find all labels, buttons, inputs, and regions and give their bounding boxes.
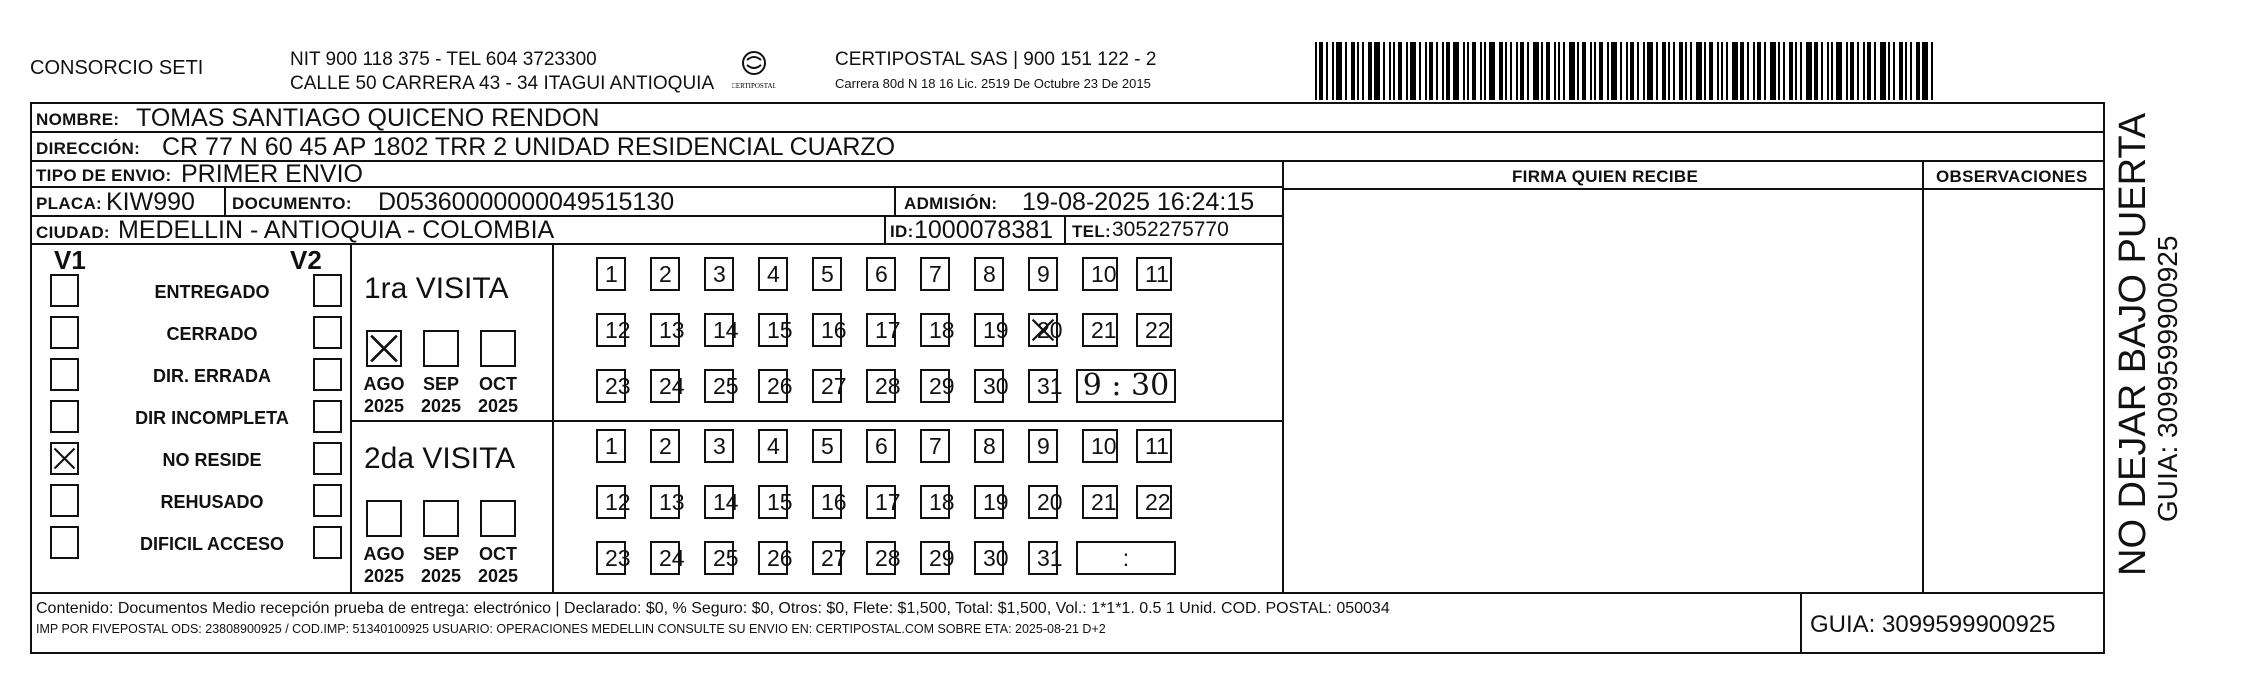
barcode-bar xyxy=(1770,42,1776,100)
direccion-value: CR 77 N 60 45 AP 1802 TRR 2 UNIDAD RESIDENCIAL CUARZO xyxy=(162,133,896,161)
footer-line2: IMP POR FIVEPOSTAL ODS: 23808900925 / COD.IMP: 51340100925 USUARIO: OPERACIONES MEDELLIN CONSULTE SU ENVIO EN: CERTIPOSTAL.COM SOBRE ETA: 2025-08-21 D+2 xyxy=(36,622,1106,636)
visit1-day-box[interactable]: 31 xyxy=(1028,369,1058,403)
barcode-bar xyxy=(1527,42,1529,100)
visit1-day-box[interactable]: 22 xyxy=(1136,313,1172,347)
month-name: SEP xyxy=(422,374,460,394)
visit2-day-box[interactable]: 11 xyxy=(1136,429,1172,463)
visit1-day-box[interactable]: 27 xyxy=(812,369,842,403)
certipostal-license: Carrera 80d N 18 16 Lic. 2519 De Octubre 23 De 2015 xyxy=(835,76,1151,91)
row-ciudad xyxy=(32,217,1282,245)
v2-label: V2 xyxy=(290,245,322,275)
visit2-day-box[interactable]: 26 xyxy=(758,541,788,575)
visit2-day-box[interactable]: 21 xyxy=(1082,485,1118,519)
certipostal-logo-icon xyxy=(732,48,776,94)
visit2-day-box[interactable]: 8 xyxy=(974,429,1004,463)
barcode-bar xyxy=(1582,42,1586,100)
visit2-month-checkbox[interactable] xyxy=(480,500,516,537)
barcode-bar xyxy=(1345,42,1347,100)
barcode-bar xyxy=(1637,42,1639,100)
visit2-day-box[interactable]: 14 xyxy=(704,485,734,519)
status-label: ENTREGADO xyxy=(154,282,270,302)
barcode-bar xyxy=(1442,42,1444,100)
barcode-bar xyxy=(1326,42,1328,100)
barcode-bar xyxy=(1489,42,1495,100)
footer-guia: GUIA: 3099599900925 xyxy=(1810,611,2056,638)
barcode-bar xyxy=(1922,42,1928,100)
barcode-bar xyxy=(1554,42,1556,100)
barcode-bar xyxy=(1753,42,1755,100)
barcode-bar xyxy=(1880,42,1886,100)
barcode-bar xyxy=(1620,42,1622,100)
visit1-day-box[interactable]: 4 xyxy=(758,257,788,291)
observations-area[interactable] xyxy=(1924,190,2102,590)
barcode-bar xyxy=(1406,42,1408,100)
visit2-day-box[interactable]: 25 xyxy=(704,541,734,575)
visit2-day-box[interactable]: 2 xyxy=(650,429,680,463)
delivery-form xyxy=(30,102,2105,654)
barcode-bar xyxy=(1389,42,1391,100)
visit1-day-box[interactable]: 25 xyxy=(704,369,734,403)
barcode-bar xyxy=(1656,42,1658,100)
visit2-day-box[interactable]: 10 xyxy=(1082,429,1118,463)
barcode-bar xyxy=(1410,42,1416,100)
v1-checkbox[interactable] xyxy=(50,316,79,349)
barcode-bar xyxy=(1795,42,1797,100)
barcode-bar xyxy=(1747,42,1749,100)
tipo-value: PRIMER ENVIO xyxy=(181,162,363,188)
visit2-day-box[interactable]: 6 xyxy=(866,429,896,463)
visit2-title: 2da VISITA xyxy=(364,442,516,475)
placa-value: KIW990 xyxy=(106,188,195,216)
status-label: DIFICIL ACCESO xyxy=(139,534,284,554)
barcode-bar xyxy=(1846,42,1848,100)
id-label: ID: xyxy=(890,222,914,241)
visit2-day-box[interactable]: 15 xyxy=(758,485,788,519)
visit2-day-box[interactable]: 9 xyxy=(1028,429,1058,463)
v1-checkbox[interactable] xyxy=(50,274,79,307)
visit2-day-box[interactable]: 19 xyxy=(974,485,1004,519)
barcode-bar xyxy=(1398,42,1402,100)
status-label: DIR. ERRADA xyxy=(152,366,271,386)
barcode-bar xyxy=(1520,42,1524,100)
visit2-day-box[interactable]: 30 xyxy=(974,541,1004,575)
v1-label: V1 xyxy=(54,245,86,275)
visit2-day-box[interactable]: 12 xyxy=(596,485,626,519)
visit1-month-checkbox[interactable] xyxy=(423,330,459,367)
barcode-bar xyxy=(1757,42,1761,100)
barcode-bar xyxy=(1905,42,1907,100)
barcode-bar xyxy=(1362,42,1364,100)
month-name: AGO xyxy=(363,374,405,394)
visit1-day-box[interactable]: 18 xyxy=(920,313,950,347)
visit1-day-box[interactable]: 16 xyxy=(812,313,842,347)
visit2-day-box[interactable]: 16 xyxy=(812,485,842,519)
direccion-label: DIRECCIÓN: xyxy=(36,139,141,158)
barcode-bar xyxy=(1783,42,1785,100)
barcode-bar xyxy=(1563,42,1565,100)
barcode-bar xyxy=(1685,42,1687,100)
check-x-icon xyxy=(52,444,77,473)
visit1-month-label xyxy=(414,373,468,417)
nit-line: NIT 900 118 375 - TEL 604 3723300 xyxy=(290,49,597,70)
barcode-bar xyxy=(1673,42,1675,100)
visit1-month-checkbox[interactable] xyxy=(480,330,516,367)
barcode-bar xyxy=(1484,42,1486,100)
v2-checkbox[interactable] xyxy=(313,442,342,475)
barcode-bar xyxy=(1836,42,1842,100)
visit2-day-box[interactable]: 18 xyxy=(920,485,950,519)
visit2-day-box[interactable]: 27 xyxy=(812,541,842,575)
barcode-bar xyxy=(1696,42,1702,100)
barcode-bar xyxy=(1931,42,1933,100)
visit2-month-label xyxy=(414,543,468,587)
barcode-bar xyxy=(1393,42,1395,100)
barcode-bar xyxy=(1726,42,1728,100)
barcode-bar xyxy=(1599,42,1603,100)
visit1-day-box[interactable]: 7 xyxy=(920,257,950,291)
documento-value: D05360000000049515130 xyxy=(378,188,675,216)
visit1-month-checkbox[interactable] xyxy=(366,330,402,367)
barcode-bar xyxy=(1453,42,1459,100)
barcode-bar xyxy=(1594,42,1596,100)
visit2-day-box[interactable]: 22 xyxy=(1136,485,1172,519)
barcode-bar xyxy=(1332,42,1334,100)
visit1-day-box[interactable]: 10 xyxy=(1082,257,1118,291)
barcode-bar xyxy=(1893,42,1895,100)
visit1-day-box[interactable]: 19 xyxy=(974,313,1004,347)
tel-value: 3052275770 xyxy=(1112,218,1229,241)
logo-text: CERTIPOSTAL xyxy=(732,82,776,90)
ciudad-label: CIUDAD: xyxy=(36,223,110,242)
visit1-day-box[interactable]: 30 xyxy=(974,369,1004,403)
barcode-bar xyxy=(1505,42,1507,100)
barcode-bar xyxy=(1821,42,1823,100)
month-name: OCT xyxy=(479,544,517,564)
visit1-day-box[interactable]: 20 xyxy=(1028,313,1058,347)
visit1-day-box[interactable]: 6 xyxy=(866,257,896,291)
certipostal-line: CERTIPOSTAL SAS | 900 151 122 - 2 xyxy=(835,49,1157,70)
month-year: 2025 xyxy=(363,396,405,416)
visit2-day-box[interactable]: 31 xyxy=(1028,541,1058,575)
v1-checkbox[interactable] xyxy=(50,526,79,559)
barcode-bar xyxy=(1315,42,1317,100)
barcode-bar xyxy=(1357,42,1359,100)
v2-checkbox[interactable] xyxy=(313,316,342,349)
visit2-day-box[interactable]: 24 xyxy=(650,541,680,575)
visit2-day-box[interactable]: 5 xyxy=(812,429,842,463)
visit1-day-box[interactable]: 2 xyxy=(650,257,680,291)
barcode-bar xyxy=(1590,42,1592,100)
barcode-bar xyxy=(1679,42,1683,100)
barcode-bar xyxy=(1374,42,1380,100)
visit2-month-label xyxy=(471,543,525,587)
ciudad-value: MEDELLIN - ANTIOQUIA - COLOMBIA xyxy=(118,217,555,244)
visit2-month-checkbox[interactable] xyxy=(423,500,459,537)
visit1-day-box[interactable]: 14 xyxy=(704,313,734,347)
barcode-bar xyxy=(1541,42,1543,100)
company-name: CONSORCIO SETI xyxy=(30,57,204,79)
barcode-bar xyxy=(1319,42,1323,100)
barcode-bar xyxy=(1888,42,1890,100)
barcode-bar xyxy=(1690,42,1692,100)
nombre-value: TOMAS SANTIAGO QUICENO RENDON xyxy=(136,104,600,132)
month-year: 2025 xyxy=(363,566,405,586)
tipo-label: TIPO DE ENVIO: xyxy=(36,166,172,185)
status-label: CERRADO xyxy=(166,324,258,344)
visit1-day-box[interactable]: 24 xyxy=(650,369,680,403)
month-year: 2025 xyxy=(420,566,462,586)
row-placa xyxy=(32,188,1282,217)
visit2-day-box[interactable]: 4 xyxy=(758,429,788,463)
barcode-bar xyxy=(1814,42,1818,100)
visit1-day-box[interactable]: 5 xyxy=(812,257,842,291)
barcode-bar xyxy=(1874,42,1876,100)
barcode-bar xyxy=(1611,42,1617,100)
status-label: DIR INCOMPLETA xyxy=(135,408,289,428)
status-label: NO RESIDE xyxy=(162,450,262,470)
visit1-month-label xyxy=(357,373,411,417)
visit1-day-box[interactable]: 21 xyxy=(1082,313,1118,347)
barcode-bar xyxy=(1368,42,1372,100)
visit1-day-box[interactable]: 3 xyxy=(704,257,734,291)
barcode xyxy=(1315,42,1955,100)
status-label: REHUSADO xyxy=(160,492,264,512)
v2-checkbox[interactable] xyxy=(313,526,342,559)
barcode-bar xyxy=(1607,42,1609,100)
visit1-day-box[interactable]: 12 xyxy=(596,313,626,347)
barcode-bar xyxy=(1499,42,1503,100)
barcode-bar xyxy=(1569,42,1575,100)
barcode-bar xyxy=(1425,42,1427,100)
v1-checkbox[interactable] xyxy=(50,442,79,475)
barcode-bar xyxy=(1789,42,1793,100)
documento-label: DOCUMENTO: xyxy=(232,194,352,213)
visit1-day-box[interactable]: 11 xyxy=(1136,257,1172,291)
barcode-bar xyxy=(1916,42,1920,100)
side-guia: GUIA: 3099599900925 xyxy=(2152,235,2183,522)
footer-line1: Contenido: Documentos Medio recepción prueba de entrega: electrónico | Declarado: $0, % Seguro: $0, Otros: $0, Flete: $1,500, Total: $1,500, Vol.: 1*1*1. 0.5 1 Unid. COD. POSTAL: 050034 xyxy=(36,600,1390,617)
barcode-bar xyxy=(1630,42,1634,100)
visit1-day-box[interactable]: 29 xyxy=(920,369,950,403)
barcode-bar xyxy=(1336,42,1342,100)
check-x-icon xyxy=(368,332,400,365)
visit1-day-box[interactable]: 8 xyxy=(974,257,1004,291)
v1-checkbox[interactable] xyxy=(50,358,79,391)
visit2-day-box[interactable]: 28 xyxy=(866,541,896,575)
visit2-day-box[interactable]: 29 xyxy=(920,541,950,575)
barcode-bar xyxy=(1899,42,1903,100)
barcode-bar xyxy=(1643,42,1645,100)
barcode-bar xyxy=(1732,42,1738,100)
barcode-bar xyxy=(1831,42,1833,100)
barcode-bar xyxy=(1778,42,1780,100)
barcode-bar xyxy=(1668,42,1670,100)
visit1-day-box[interactable]: 15 xyxy=(758,313,788,347)
month-year: 2025 xyxy=(420,396,462,416)
observaciones-label: OBSERVACIONES xyxy=(1936,167,2088,186)
admision-label: ADMISIÓN: xyxy=(904,194,998,213)
barcode-bar xyxy=(1383,42,1385,100)
no-dejar-bajo-puerta: NO DEJAR BAJO PUERTA xyxy=(2112,112,2154,576)
barcode-bar xyxy=(1429,42,1433,100)
month-name: SEP xyxy=(422,544,460,564)
v1-checkbox[interactable] xyxy=(50,400,79,433)
visit2-day-box[interactable]: 1 xyxy=(596,429,626,463)
visit2-month-label xyxy=(357,543,411,587)
visit1-time-box[interactable]: 9 : 30 xyxy=(1076,369,1176,403)
barcode-bar xyxy=(1806,42,1812,100)
visit2-day-box[interactable]: 7 xyxy=(920,429,950,463)
v2-checkbox[interactable] xyxy=(313,484,342,517)
visit1-day-box[interactable]: 9 xyxy=(1028,257,1058,291)
tel-label: TEL: xyxy=(1072,222,1111,241)
visit1-day-box[interactable]: 13 xyxy=(650,313,680,347)
visit2-day-box[interactable]: 23 xyxy=(596,541,626,575)
visit1-day-box[interactable]: 23 xyxy=(596,369,626,403)
barcode-bar xyxy=(1446,42,1450,100)
nombre-label: NOMBRE: xyxy=(36,110,120,129)
barcode-bar xyxy=(1467,42,1469,100)
barcode-bar xyxy=(1850,42,1854,100)
barcode-bar xyxy=(1647,42,1653,100)
v2-checkbox[interactable] xyxy=(313,358,342,391)
barcode-bar xyxy=(1546,42,1550,100)
month-name: AGO xyxy=(363,544,405,564)
barcode-bar xyxy=(1626,42,1628,100)
signature-area[interactable] xyxy=(1284,190,1920,590)
barcode-bar xyxy=(1910,42,1912,100)
visit1-day-box[interactable]: 17 xyxy=(866,313,896,347)
barcode-bar xyxy=(1709,42,1713,100)
visit2-day-box[interactable]: 3 xyxy=(704,429,734,463)
admision-value: 19-08-2025 16:24:15 xyxy=(1022,188,1255,216)
barcode-bar xyxy=(1800,42,1802,100)
placa-label: PLACA: xyxy=(36,194,103,213)
id-value: 1000078381 xyxy=(914,217,1054,244)
barcode-bar xyxy=(1662,42,1666,100)
firma-label: FIRMA QUIEN RECIBE xyxy=(1512,167,1699,186)
barcode-bar xyxy=(1436,42,1438,100)
visit2-time-box[interactable]: : xyxy=(1076,541,1176,575)
barcode-bar xyxy=(1577,42,1579,100)
barcode-bar xyxy=(1351,42,1355,100)
barcode-bar xyxy=(1480,42,1482,100)
visit2-day-box[interactable]: 20 xyxy=(1028,485,1058,519)
row-direccion xyxy=(32,133,2103,162)
month-year: 2025 xyxy=(477,396,519,416)
barcode-bar xyxy=(1857,42,1859,100)
row-nombre xyxy=(32,104,2103,133)
visit1-month-label xyxy=(471,373,525,417)
barcode-bar xyxy=(1764,42,1766,100)
barcode-bar xyxy=(1463,42,1465,100)
visit1-day-box[interactable]: 28 xyxy=(866,369,896,403)
v2-checkbox[interactable] xyxy=(313,274,342,307)
barcode-bar xyxy=(1717,42,1719,100)
barcode-bar xyxy=(1740,42,1744,100)
visit2-day-box[interactable]: 17 xyxy=(866,485,896,519)
barcode-bar xyxy=(1863,42,1865,100)
month-name: OCT xyxy=(479,374,517,394)
barcode-bar xyxy=(1721,42,1723,100)
barcode-bar xyxy=(1704,42,1706,100)
visit1-day-box[interactable]: 26 xyxy=(758,369,788,403)
month-year: 2025 xyxy=(477,566,519,586)
visit2-day-box[interactable]: 13 xyxy=(650,485,680,519)
barcode-bar xyxy=(1867,42,1871,100)
v1-checkbox[interactable] xyxy=(50,484,79,517)
barcode-bar xyxy=(1516,42,1518,100)
visit1-day-box[interactable]: 1 xyxy=(596,257,626,291)
v2-checkbox[interactable] xyxy=(313,400,342,433)
visit1-title: 1ra VISITA xyxy=(364,272,509,305)
barcode-bar xyxy=(1827,42,1829,100)
row-tipo xyxy=(32,162,1282,188)
barcode-bar xyxy=(1533,42,1539,100)
barcode-bar xyxy=(1472,42,1476,100)
check-x-icon xyxy=(1030,315,1056,345)
visit2-month-checkbox[interactable] xyxy=(366,500,402,537)
barcode-bar xyxy=(1510,42,1512,100)
address-line: CALLE 50 CARRERA 43 - 34 ITAGUI ANTIOQUIA xyxy=(290,73,715,94)
barcode-bar xyxy=(1558,42,1560,100)
barcode-bar xyxy=(1419,42,1421,100)
